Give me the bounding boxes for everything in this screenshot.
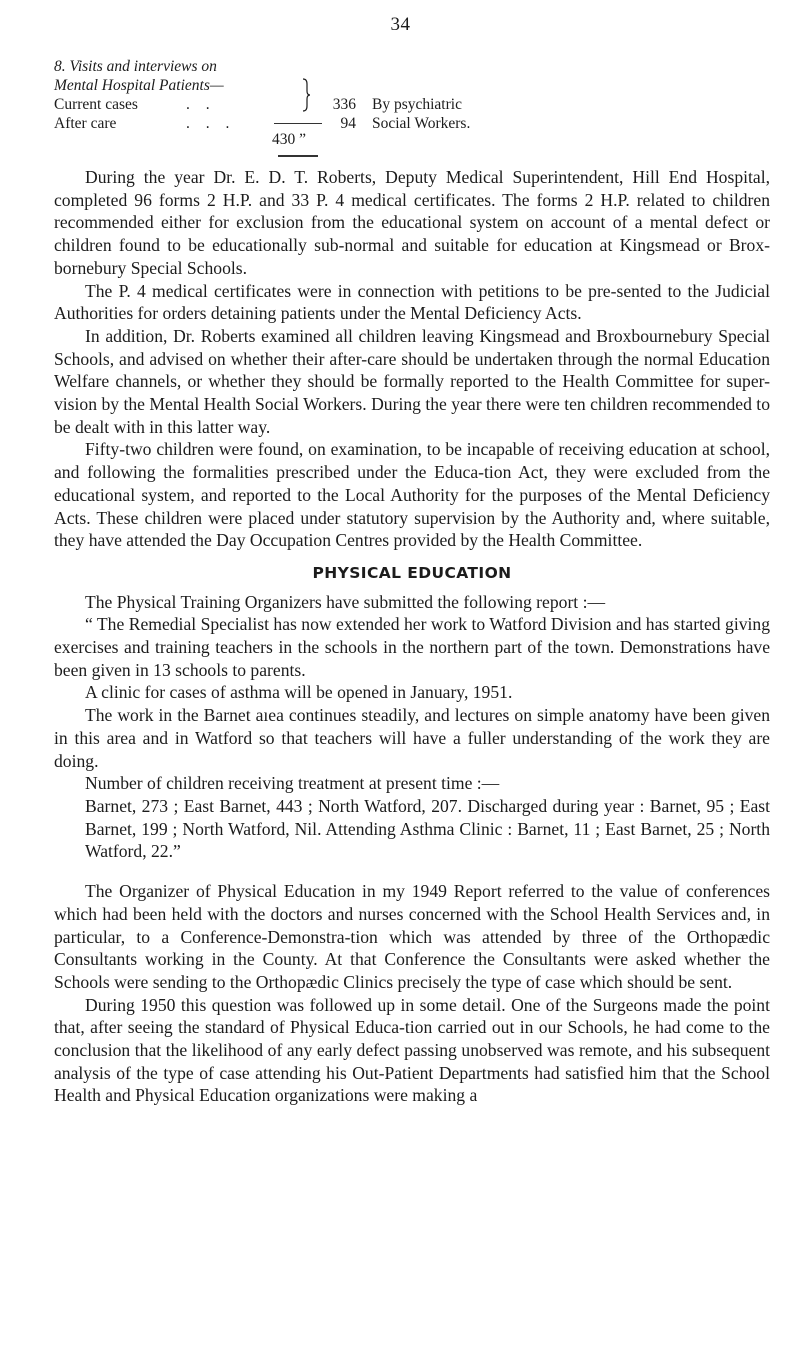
report-paragraph: The work in the Barnet aıea continues steadily, and lectures on simple anatomy have been given in this area and in Watford so that teachers will have a fuller understanding of the work they are doing. xyxy=(54,705,770,771)
brace-icon xyxy=(302,78,310,112)
row-value: 94 xyxy=(340,115,356,132)
visits-heading-line1: 8. Visits and interviews on xyxy=(54,58,217,75)
visits-row-aftercare xyxy=(54,114,754,133)
note-line1: By psychiatric xyxy=(372,96,462,113)
page-number: 34 xyxy=(390,14,411,35)
note-line2: Social Workers. xyxy=(372,115,471,132)
paragraph: Fifty-two children were found, on examination, to be incapable of receiving education at school, and following the formalities prescribed under the Educa-tion Act, they were excluded from the educational system, and reported to the Local Authority for the purposes of the Mental Deficiency Acts. These children were placed under statutory supervision by the Authority and, where suitable, they have attended the Day Occupation Centres provided by the Health Committee. xyxy=(54,439,770,551)
visits-table xyxy=(54,57,754,133)
visits-row-current xyxy=(54,95,754,114)
spacer xyxy=(54,863,770,880)
report-paragraph: A clinic for cases of asthma will be opened in January, 1951. xyxy=(85,682,513,703)
row-label: Current cases xyxy=(54,96,138,113)
report-paragraph: Number of children receiving treatment at present time :— xyxy=(85,773,500,794)
visits-total: 430 ” xyxy=(272,131,307,148)
paragraph: In addition, Dr. Roberts examined all children leaving Kingsmead and Broxbournebury Special Schools, and advised on whether their after-care should be undertaken through the normal Education Welfare channels, or whether they should be formally reported to the Health Committee for super-vision by the Mental Health Social Workers. During the year there were ten children recommended to be dealt with in this latter way. xyxy=(54,325,770,437)
leader-dots: . . xyxy=(186,96,216,113)
total-rule-top xyxy=(274,123,322,124)
total-rule-bottom xyxy=(278,155,318,157)
paragraph: During 1950 this question was followed up in some detail. One of the Surgeons made the point that, after seeing the standard of Physical Educa-tion carried out in our Schools, he had come to the conclusion that the likelihood of any early defect passing unobserved was remote, and his subsequent analysis of the type of case attending his Out-Patient Departments had satisfied him that the School Health and Physical Education organizations were making a xyxy=(54,994,770,1106)
visits-heading-line2: Mental Hospital Patients— xyxy=(54,77,224,94)
report-paragraph: “ The Remedial Specialist has now extended her work to Watford Division and has started giving exercises and training teachers in the schools in the northern part of the town. Demonstrations have been given in 13 schools to parents. xyxy=(54,614,770,680)
paragraph: The Physical Training Organizers have submitted the following report :— xyxy=(85,591,606,612)
row-value: 336 xyxy=(332,96,356,113)
section-heading: PHYSICAL EDUCATION xyxy=(312,563,512,582)
paragraph: The Organizer of Physical Education in my 1949 Report referred to the value of conferences which had been held with the doctors and nurses concerned with the School Health Services and, in particular, to a Conference-Demonstra-tion which was attended by three of the Orthopædic Consultants working in the County. At that Conference the Consultants were asked whether the Schools were sending to the Orthopædic Clinics precisely the type of case which should be sent. xyxy=(54,881,770,992)
leader-dots: . . . xyxy=(186,115,236,132)
row-label: After care xyxy=(54,115,117,132)
paragraph: During the year Dr. E. D. T. Roberts, Deputy Medical Superintendent, Hill End Hospital, completed 96 forms 2 H.P. and 33 P. 4 medical certificates. The forms 2 H.P. related to children recommended either for exclusion from the educational system on account of a mental defect or children found to be educationally sub-normal and suitable for education at Kingsmead or Brox-bornebury Special Schools. xyxy=(54,167,770,278)
body-text xyxy=(54,166,770,1107)
paragraph: The P. 4 medical certificates were in connection with petitions to be pre-sented to the Judicial Authorities for orders detaining patients under the Mental Deficiency Acts. xyxy=(54,280,770,324)
treatment-figures: Barnet, 273 ; East Barnet, 443 ; North Watford, 207. Discharged during year : Barnet, 95 ; East Barnet, 199 ; North Watford, Nil. Attending Asthma Clinic : Barnet, 11 ; East Barnet, 25 ; North Watford, 22.” xyxy=(85,795,770,862)
